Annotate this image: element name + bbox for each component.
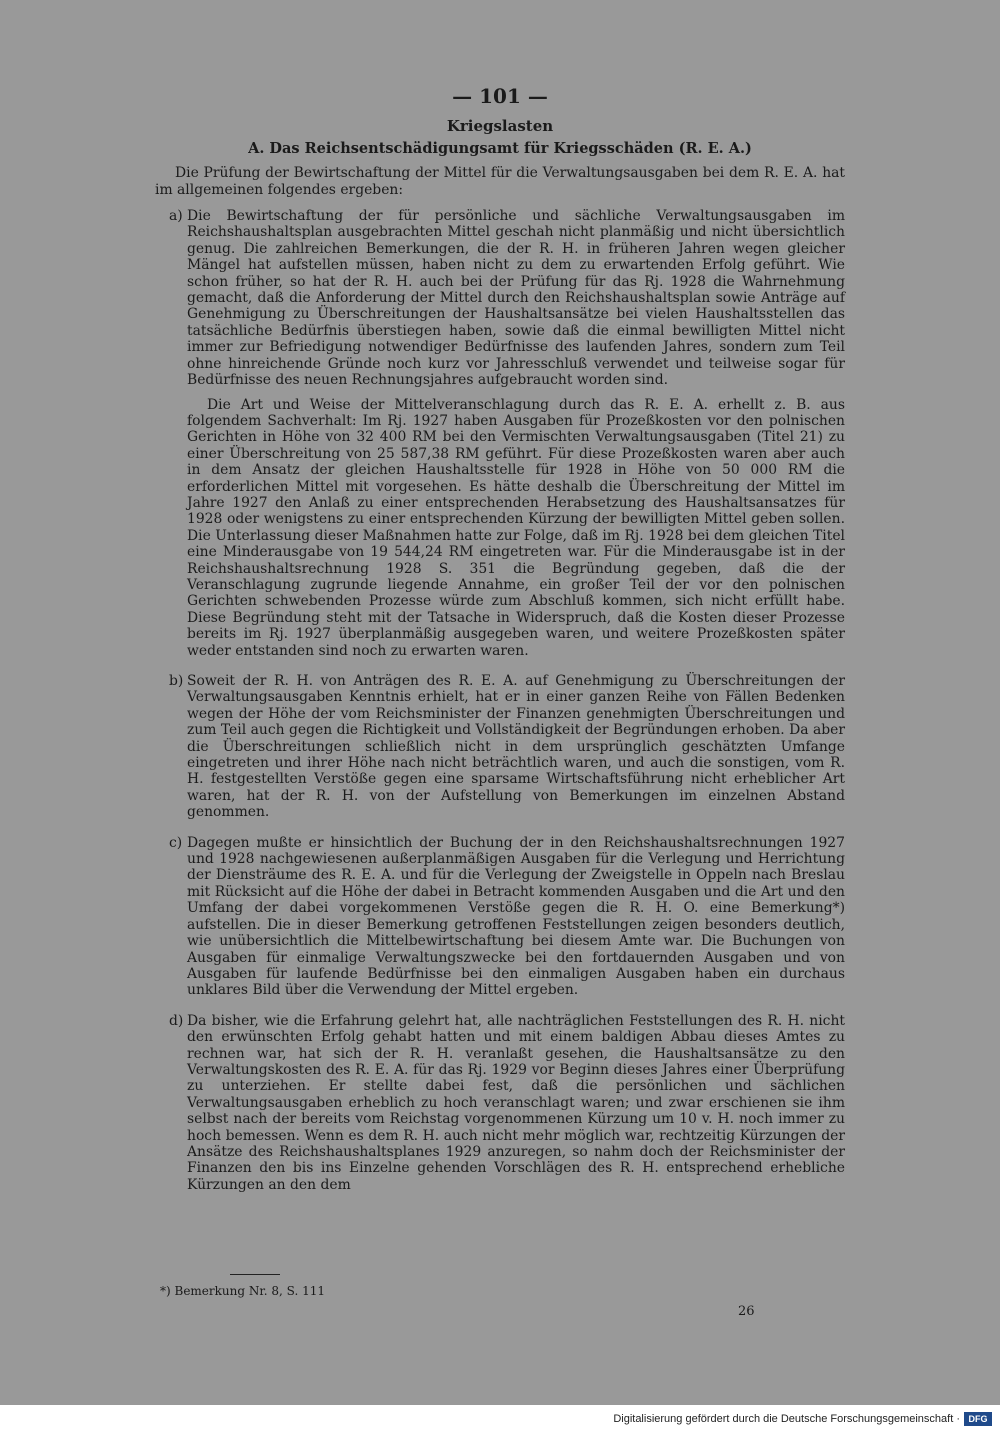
footnote-divider [230,1274,280,1275]
item-label: c) [169,834,183,851]
item-paragraph: Dagegen mußte er hinsichtlich der Buchung der in den Reichshaushaltsrechnungen 1927 und 1928 nachgewiesenen außerplanmäßigen Ausgaben für die Verlegung und Herrichtung der Diensträume des R. E. A. und für die Verlegung der Zweigstelle in Oppeln nach Breslau mit Rücksicht auf die Höhe der dabei in Betracht kommenden Ausgaben und die Art und den Umfang der dabei vorgekommenen Verstöße gegen die R. H. O. eine Bemerkung*) aufstellen. Die in dieser Bemerkung getroffenen Feststellungen zeigen besonders deutlich, wie unübersichtlich die Mittelbewirtschaftung bei diesem Amte war. Die Buchungen von Ausgaben für einmalige Verwaltungszwecke bei den fortdauernden Ausgaben und von Ausgaben für laufende Bedürfnisse bei den einmaligen Ausgaben haben ein durchaus unklares Bild über die Verwendung der Mittel ergeben. [187,834,845,999]
section-title: Kriegslasten [446,117,554,136]
footer-credit: Digitalisierung gefördert durch die Deutsche Forschungsgemeinschaft · [613,1413,960,1425]
footer-bar [0,1405,1000,1434]
item-paragraph: Da bisher, wie die Erfahrung gelehrt hat, alle nachträglichen Feststellungen des R. H. nicht den erwünschten Erfolg gehabt hatten und mit einem baldigen Abbau dieses Amtes zu rechnen war, hat sich der R. H. veranlaßt gesehen, die Haushaltsansätze zu den Verwaltungskosten des R. E. A. für das Rj. 1929 vor Beginn dieses Jahres einer Überprüfung zu unterziehen. Er stellte dabei fest, daß die persönlichen und sächlichen Verwaltungsausgaben erheblich zu hoch veranschlagt waren; und zwar erschienen sie ihm selbst nach der bereits vom Reichstag vorgenommenen Kürzung um 10 v. H. noch immer zu hoch bemessen. Wenn es dem R. H. auch nicht mehr möglich war, rechtzeitig Kürzungen der Ansätze des Reichshaushaltsplanes 1929 anzuregen, so nahm doch der Reichsminister der Finanzen den bis ins Einzelne gehenden Vorschlägen des R. H. entsprechend erhebliche Kürzungen an den dem [187,1012,845,1193]
item-paragraph: Soweit der R. H. von Anträgen des R. E. A. auf Genehmigung zu Überschreitungen der Verwaltungsausgaben Kenntnis erhielt, hat er in einer ganzen Reihe von Fällen Bedenken wegen der Höhe der vom Reichsminister der Finanzen genehmigten Überschreitungen und zum Teil auch gegen die Richtigkeit und Vollständigkeit der Begründungen erhoben. Da aber die Überschreitungen schließlich nicht in dem ursprünglich geschätzten Umfange eingetreten und ihrer Höhe nach nicht beträchtlich waren, und auch die sonstigen, vom R. H. festgestellten Verstöße gegen eine sparsame Wirtschaftsführung nicht erheblicher Art waren, hat der R. H. von der Aufstellung von Bemerkungen im einzelnen Abstand genommen. [187,673,845,821]
page-content [155,84,845,1193]
list-item-c [155,835,845,999]
item-label: a) [169,208,183,225]
intro-paragraph: Die Prüfung der Bewirtschaftung der Mittel für die Verwaltungsausgaben bei dem R. E. A. hat im allgemeinen folgendes ergeben: [155,165,845,198]
page-number: — 101 — [452,84,548,108]
signature-mark: 26 [738,1304,755,1319]
footnote: *) Bemerkung Nr. 8, S. 111 [160,1284,325,1298]
section-subtitle: A. Das Reichsentschädigungsamt für Kriegsschäden (R. E. A.) [248,139,752,157]
item-label: d) [169,1012,184,1029]
item-label: b) [169,673,184,689]
dfg-logo-icon: DFG [964,1412,992,1426]
list-item-a [155,208,845,659]
item-paragraph: Die Bewirtschaftung der für persönliche und sächliche Verwaltungsausgaben im Reichshaushaltsplan ausgebrachten Mittel geschah nicht planmäßig und nicht übersichtlich genug. Die zahlreichen Bemerkungen, die der R. H. in früheren Jahren wegen gleicher Mängel hat aufstellen müssen, haben nicht zu dem zu erwartenden Erfolg geführt. Wie schon früher, so hat der R. H. auch bei der Prüfung für das Rj. 1928 die Wahrnehmung gemacht, daß die Anforderung der Mittel durch den Reichshaushaltsplan sowie Anträge auf Genehmigung zu Überschreitungen der Haushaltsansätze bei vielen Haushaltsstellen das tatsächliche Bedürfnis überstiegen haben, sowie daß die einmal bewilligten Mittel nicht immer zur Befriedigung notwendiger Bedürfnisse des laufenden Jahres, sondern zum Teil ohne hinreichende Gründe noch kurz vor Jahresschluß verwendet und teilweise sogar für Bedürfnisse des neuen Rechnungsjahres aufgebraucht worden sind. [187,208,845,389]
item-paragraph: Die Art und Weise der Mittelveranschlagung durch das R. E. A. erhellt z. B. aus folgendem Sachverhalt: Im Rj. 1927 haben Ausgaben für Prozeßkosten vor den polnischen Gerichten in Höhe von 32 400 RM bei den Vermischten Verwaltungsausgaben (Titel 21) zu einer Überschreitung von 25 587,38 RM geführt. Für diese Prozeßkosten waren aber auch in dem Ansatz der gleichen Haushaltsstelle für 1928 in Höhe von 50 000 RM die erforderlichen Mittel mit vorgesehen. Es hätte deshalb die Überschreitung der Mittel im Jahre 1927 den Anlaß zu einer entsprechenden Herabsetzung des Haushaltsansatzes für 1928 oder wenigstens zu einer entsprechenden Kürzung der bewilligten Mittel geben sollen. Die Unterlassung dieser Maßnahmen hatte zur Folge, daß im Rj. 1928 bei dem gleichen Titel eine Minderausgabe von 19 544,24 RM eingetreten war. Für die Minderausgabe ist in der Reichshaushaltsrechnung 1928 S. 351 die Begründung gegeben, daß die der Veranschlagung zugrunde liegende Annahme, ein großer Teil der vor den polnischen Gerichten schwebenden Prozesse würde zum Abschluß kommen, sich nicht erfüllt habe. Diese Begründung steht mit der Tatsache in Widerspruch, daß die Kosten dieser Prozesse bereits im Rj. 1927 überplanmäßig ausgegeben waren, und weitere Prozeßkosten später weder entstanden sind noch zu erwarten waren. [187,396,845,659]
list-item-d [155,1013,845,1193]
list-item-b [155,673,845,821]
